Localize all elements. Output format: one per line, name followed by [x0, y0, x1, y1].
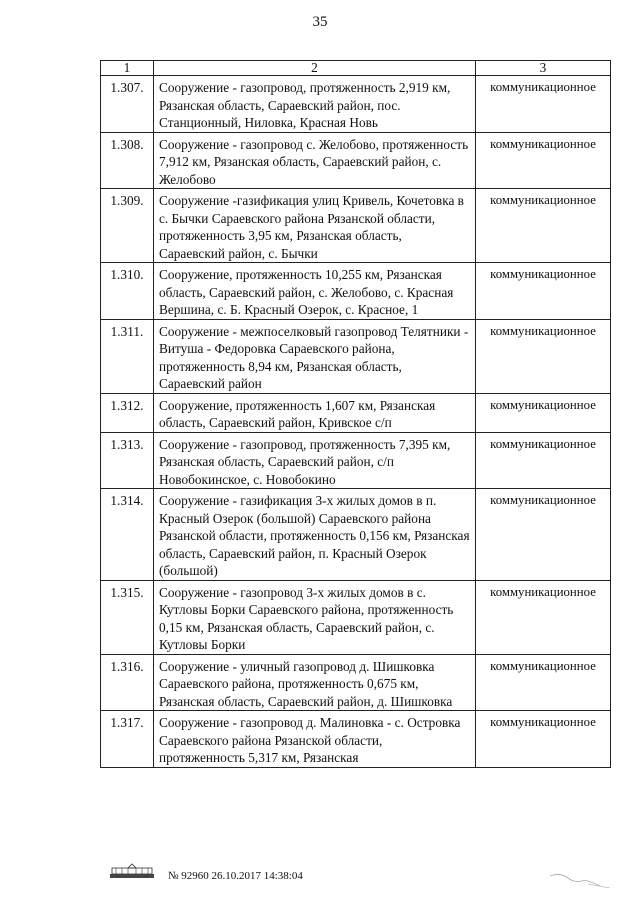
table-row	[101, 189, 611, 263]
table-row	[101, 319, 611, 393]
table-row	[101, 393, 611, 432]
row-number-cell: 1.313.	[101, 432, 154, 489]
table-row	[101, 580, 611, 654]
row-type-cell: коммуникационное	[476, 580, 611, 654]
row-number-cell: 1.315.	[101, 580, 154, 654]
table-row	[101, 711, 611, 768]
row-type-cell: коммуникационное	[476, 263, 611, 320]
row-description-cell: Сооружение, протяженность 1,607 км, Рязанская область, Сараевский район, Кривское с/п	[154, 393, 476, 432]
building-emblem-icon	[108, 862, 156, 880]
row-description-cell: Сооружение - газопровод д. Малиновка - с. Островка Сараевского района Рязанской области, протяженность 5,317 км, Рязанская	[154, 711, 476, 768]
row-number-cell: 1.309.	[101, 189, 154, 263]
registration-stamp-text: № 92960 26.10.2017 14:38:04	[168, 870, 303, 882]
row-number-cell: 1.312.	[101, 393, 154, 432]
table-row	[101, 432, 611, 489]
column-header-2: 2	[154, 61, 476, 76]
row-number-cell: 1.316.	[101, 654, 154, 711]
row-description-cell: Сооружение - газопровод, протяженность 7,395 км, Рязанская область, Сараевский район, с/п Новобокинское, с. Новобокино	[154, 432, 476, 489]
row-number-cell: 1.311.	[101, 319, 154, 393]
table-row	[101, 489, 611, 581]
row-number-cell: 1.307.	[101, 76, 154, 133]
table-header-row	[101, 61, 611, 76]
column-header-1: 1	[101, 61, 154, 76]
property-registry-table	[100, 60, 611, 768]
row-number-cell: 1.314.	[101, 489, 154, 581]
row-type-cell: коммуникационное	[476, 654, 611, 711]
table-row	[101, 654, 611, 711]
row-description-cell: Сооружение - газификация 3-х жилых домов в п. Красный Озерок (большой) Сараевского района Рязанской области, протяженность 0,156 км, Рязанская область, Сараевский район, п. Красный Озерок (большой)	[154, 489, 476, 581]
row-description-cell: Сооружение -газификация улиц Кривель, Кочетовка в с. Бычки Сараевского района Рязанской области, протяженность 3,95 км, Рязанская область, Сараевский район, с. Бычки	[154, 189, 476, 263]
row-type-cell: коммуникационное	[476, 189, 611, 263]
row-type-cell: коммуникационное	[476, 432, 611, 489]
table-row	[101, 132, 611, 189]
row-description-cell: Сооружение - газопровод 3-х жилых домов в с. Кутловы Борки Сараевского района, протяженность 0,15 км, Рязанская область, Сараевский район, с. Кутловы Борки	[154, 580, 476, 654]
row-description-cell: Сооружение - газопровод, протяженность 2,919 км, Рязанская область, Сараевский район, пос. Станционный, Ниловка, Красная Новь	[154, 76, 476, 133]
row-description-cell: Сооружение - газопровод с. Желобово, протяженность 7,912 км, Рязанская область, Сараевский район, с. Желобово	[154, 132, 476, 189]
row-type-cell: коммуникационное	[476, 489, 611, 581]
signature-mark-icon	[548, 868, 618, 890]
page-number: 35	[312, 14, 328, 30]
row-number-cell: 1.317.	[101, 711, 154, 768]
row-type-cell: коммуникационное	[476, 319, 611, 393]
row-number-cell: 1.308.	[101, 132, 154, 189]
row-type-cell: коммуникационное	[476, 132, 611, 189]
row-description-cell: Сооружение - уличный газопровод д. Шишковка Сараевского района, протяженность 0,675 км, Рязанская область, Сараевский район, д. Шишковка	[154, 654, 476, 711]
row-type-cell: коммуникационное	[476, 393, 611, 432]
row-description-cell: Сооружение - межпоселковый газопровод Телятники - Витуша - Федоровка Сараевского района, протяженность 8,94 км, Рязанская область, Сараевский район	[154, 319, 476, 393]
table-row	[101, 76, 611, 133]
row-description-cell: Сооружение, протяженность 10,255 км, Рязанская область, Сараевский район, с. Желобово, с. Красная Вершина, с. Б. Красный Озерок, с. Красное, 1	[154, 263, 476, 320]
table-row	[101, 263, 611, 320]
column-header-3: 3	[476, 61, 611, 76]
row-type-cell: коммуникационное	[476, 76, 611, 133]
row-type-cell: коммуникационное	[476, 711, 611, 768]
row-number-cell: 1.310.	[101, 263, 154, 320]
